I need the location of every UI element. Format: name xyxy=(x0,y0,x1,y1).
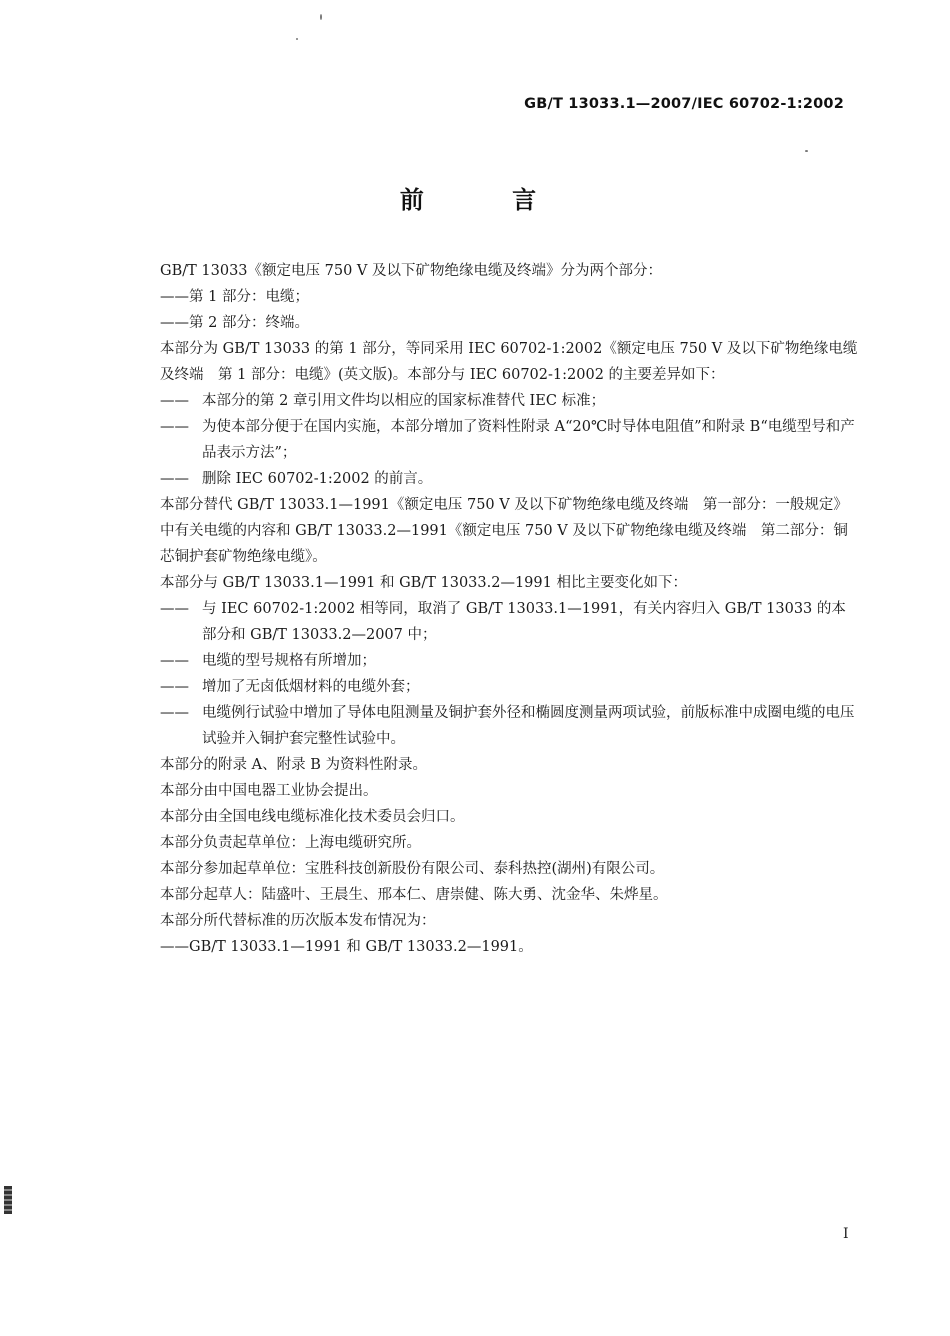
dash-mark: —— xyxy=(160,471,189,487)
paragraph-participating-units: 本部分参加起草单位：宝胜科技创新股份有限公司、泰科热控(湖州)有限公司。 xyxy=(160,861,665,877)
list-item-change-2: —— 电缆的型号规格有所增加； xyxy=(160,648,860,674)
standard-number: GB/T 13033.1—2007/IEC 60702-1:2002 xyxy=(524,96,844,112)
paragraph-history-intro: 本部分所代替标准的历次版本发布情况为： xyxy=(160,913,436,929)
paragraph-annexes: 本部分的附录 A、附录 B 为资料性附录。 xyxy=(160,757,427,773)
dash-mark: —— xyxy=(160,705,189,721)
list-item-change-3: —— 增加了无卤低烟材料的电缆外套； xyxy=(160,674,860,700)
list-item-part2: ——第 2 部分：终端。 xyxy=(160,315,309,331)
paragraph-replaces: 本部分替代 GB/T 13033.1—1991《额定电压 750 V 及以下矿物绝缘电缆及终端 第一部分：一般规定》中有关电缆的内容和 GB/T 13033.2—1991《额定电压 750 V 及以下矿物绝缘电缆及终端 第二部分：铜芯铜护套矿物绝缘电缆》。 xyxy=(160,497,848,565)
paragraph-intro: GB/T 13033《额定电压 750 V 及以下矿物绝缘电缆及终端》分为两个部分： xyxy=(160,263,663,279)
paragraph-adoption: 本部分为 GB/T 13033 的第 1 部分，等同采用 IEC 60702-1:2002《额定电压 750 V 及以下矿物绝缘电缆及终端 第 1 部分：电缆》(英文版)。本部分与 IEC 60702-1:2002 的主要差异如下： xyxy=(160,341,858,383)
list-item-difference-3: —— 删除 IEC 60702-1:2002 的前言。 xyxy=(160,466,860,492)
dash-mark: —— xyxy=(160,601,189,617)
page-number: I xyxy=(843,1226,849,1242)
dash-mark: —— xyxy=(160,393,189,409)
list-item-history: ——GB/T 13033.1—1991 和 GB/T 13033.2—1991。 xyxy=(160,939,533,955)
list-item-difference-2: —— 为使本部分便于在国内实施，本部分增加了资料性附录 A“20℃时导体电阻值”和附录 B“电缆型号和产品表示方法”； xyxy=(160,414,860,466)
dash-mark: —— xyxy=(160,419,189,435)
paragraph-under-jurisdiction: 本部分由全国电线电缆标准化技术委员会归口。 xyxy=(160,809,465,825)
scan-speck xyxy=(320,14,322,20)
list-item-change-1: —— 与 IEC 60702-1:2002 相等同，取消了 GB/T 13033.1—1991，有关内容归入 GB/T 13033 的本部分和 GB/T 13033.2—2007 中； xyxy=(160,596,860,648)
dash-mark: —— xyxy=(160,679,189,695)
foreword-body xyxy=(160,258,860,960)
scan-edge-mark xyxy=(4,1186,12,1214)
paragraph-drafters: 本部分起草人：陆盛叶、王晨生、邢本仁、唐崇健、陈大勇、沈金华、朱烨星。 xyxy=(160,887,668,903)
dash-mark: —— xyxy=(160,653,189,669)
paragraph-drafting-unit: 本部分负责起草单位：上海电缆研究所。 xyxy=(160,835,421,851)
list-item-part1: ——第 1 部分：电缆； xyxy=(160,289,309,305)
page-title: 前 言 xyxy=(399,186,577,214)
scan-speck xyxy=(296,38,298,40)
paragraph-proposed-by: 本部分由中国电器工业协会提出。 xyxy=(160,783,378,799)
list-item-difference-1: —— 本部分的第 2 章引用文件均以相应的国家标准替代 IEC 标准； xyxy=(160,388,860,414)
list-item-change-4: —— 电缆例行试验中增加了导体电阻测量及铜护套外径和椭圆度测量两项试验，前版标准中成圈电缆的电压试验并入铜护套完整性试验中。 xyxy=(160,700,860,752)
scan-speck xyxy=(805,150,808,152)
paragraph-changes-intro: 本部分与 GB/T 13033.1—1991 和 GB/T 13033.2—1991 相比主要变化如下： xyxy=(160,575,687,591)
